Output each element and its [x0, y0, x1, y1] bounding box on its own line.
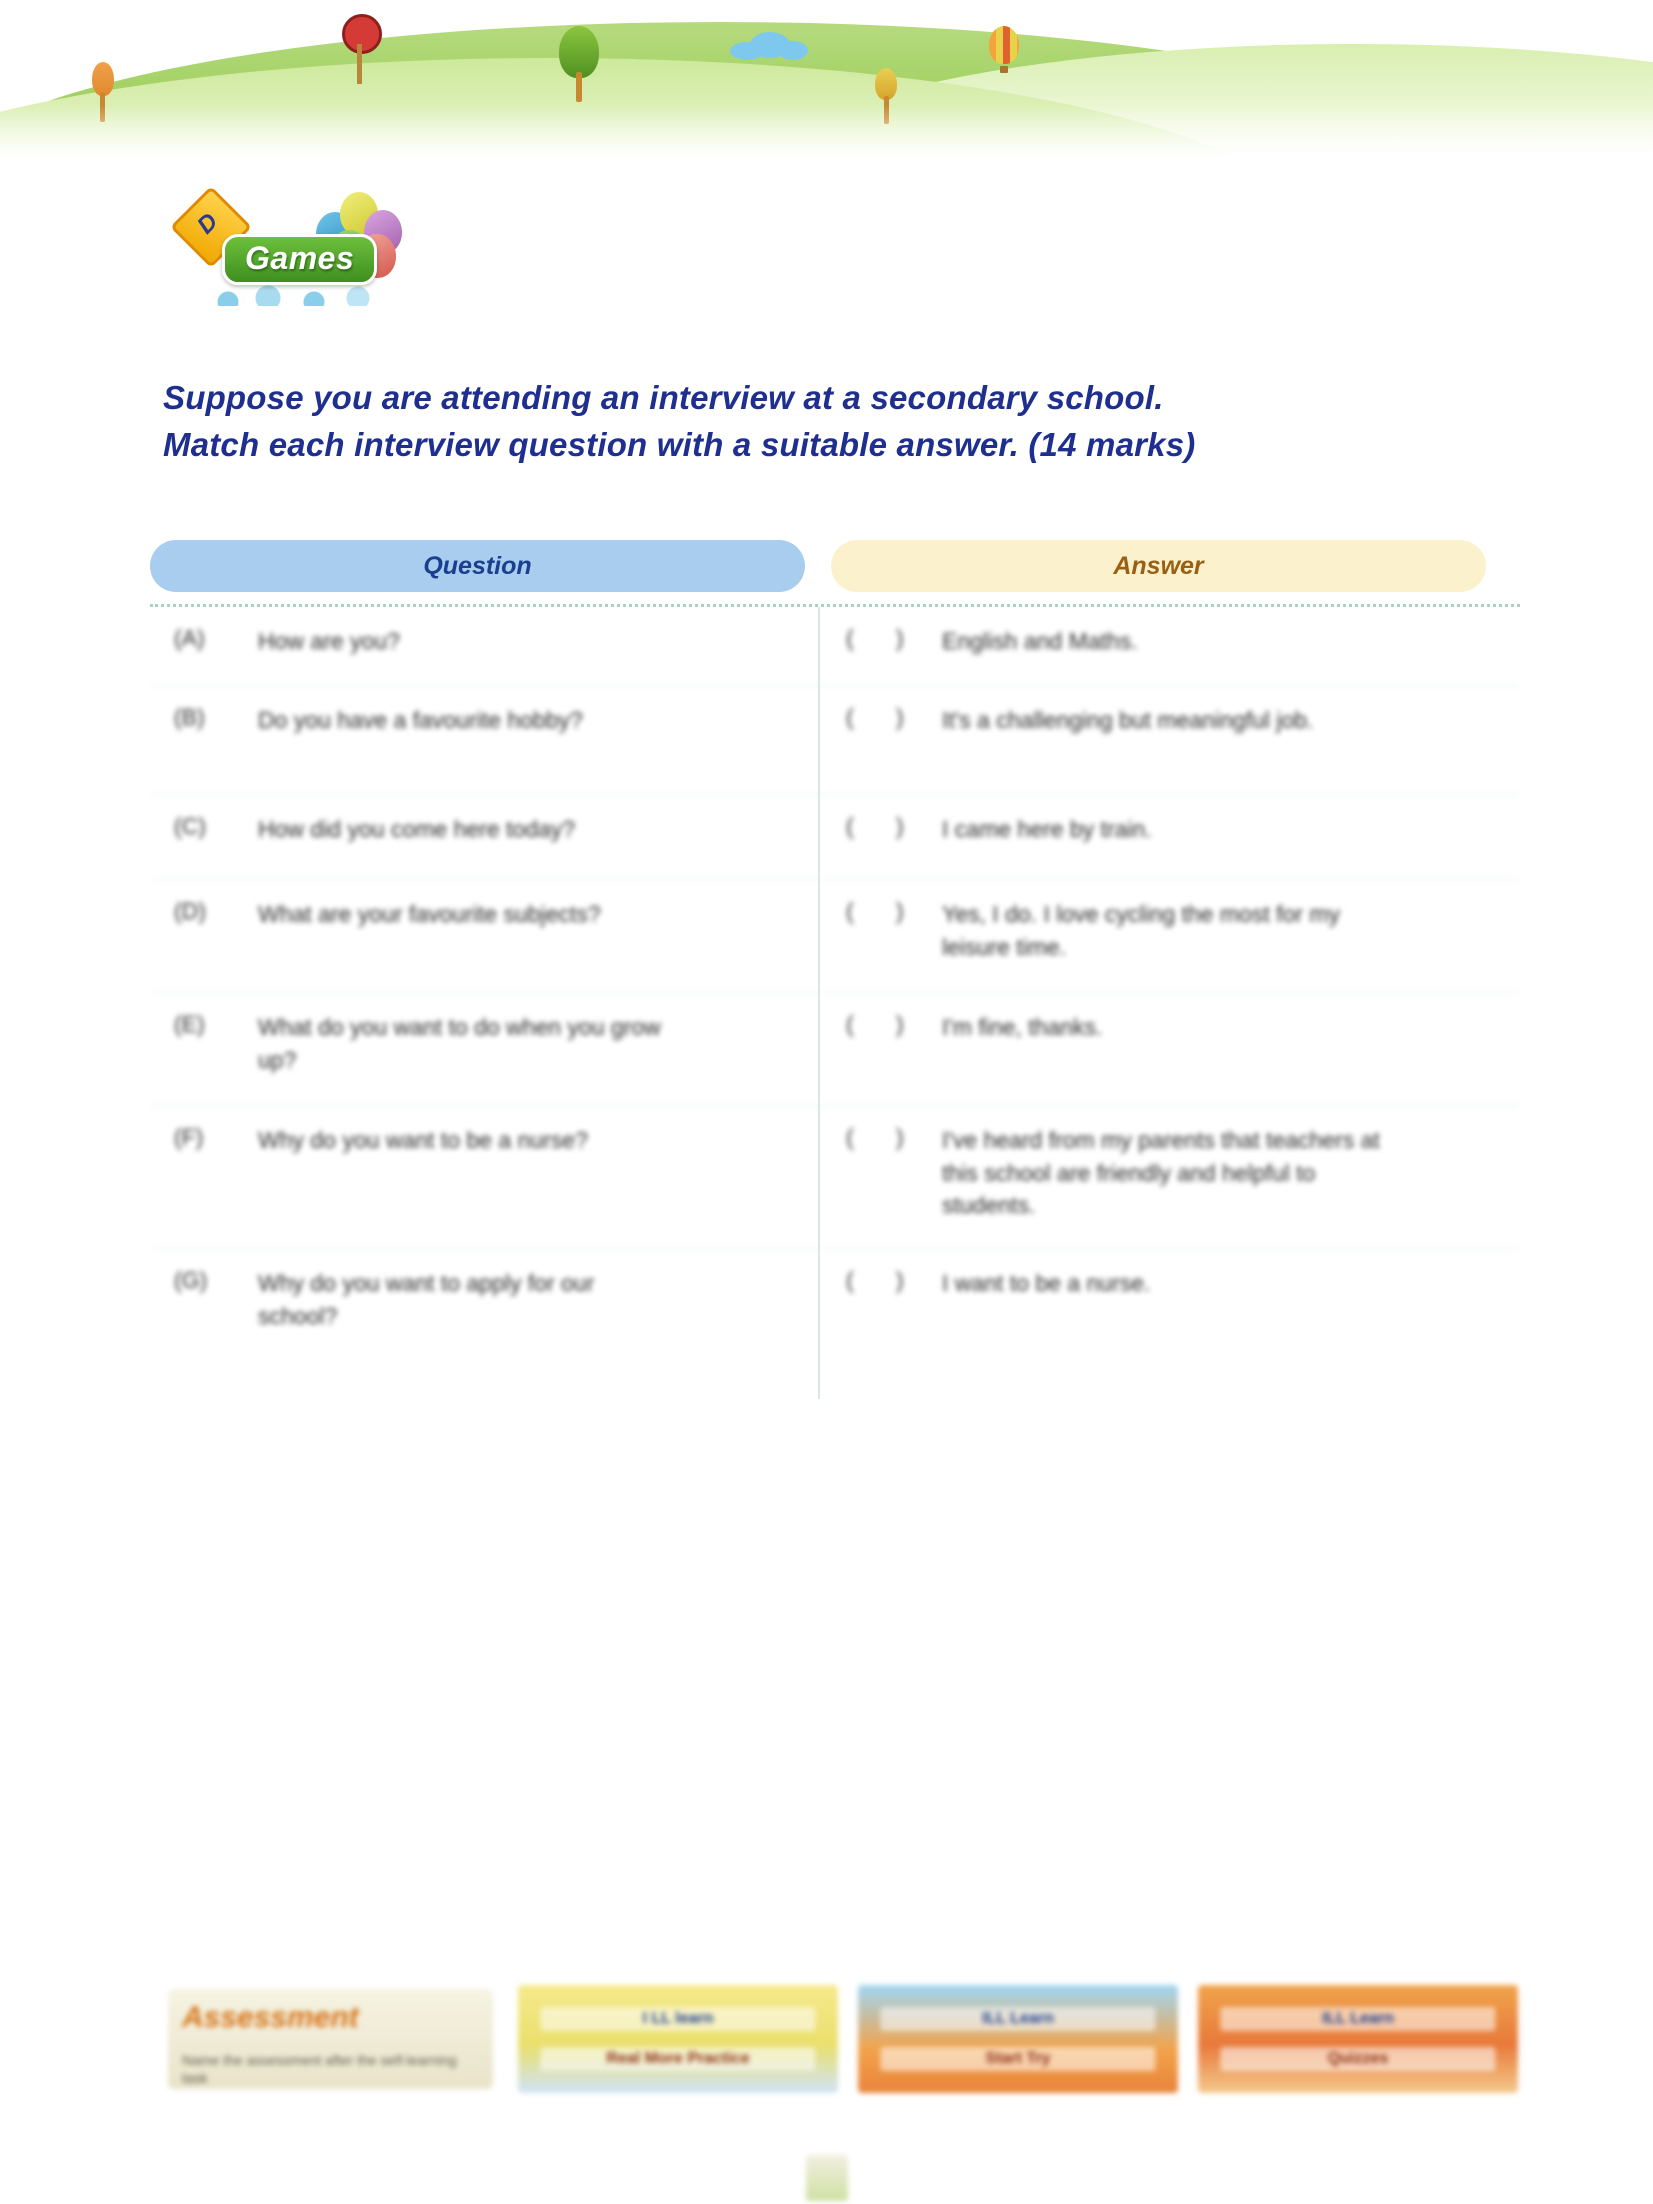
sign-icon [340, 14, 380, 84]
column-header-question: Question [150, 540, 805, 592]
footer-card-title: ILL Learn [1220, 2007, 1495, 2031]
table-row [150, 880, 1520, 993]
matching-table [150, 540, 1520, 1399]
answer-cell [818, 795, 1520, 879]
column-header-answer: Answer [831, 540, 1486, 592]
table-row [150, 1106, 1520, 1249]
question-text: How did you come here today? [258, 816, 576, 842]
footer-strip [168, 1975, 1518, 2110]
footer-card[interactable] [518, 1985, 838, 2093]
answer-cell [818, 607, 1520, 685]
answer-text: I'm fine, thanks. [942, 1014, 1103, 1040]
answer-bracket[interactable]: ( ) [846, 1011, 922, 1037]
question-label: (B) [174, 704, 205, 730]
hot-air-balloon-icon [986, 26, 1026, 84]
games-logo [170, 188, 430, 308]
footer-card-title: ILL Learn [880, 2007, 1155, 2031]
question-text: Why do you want to apply for our school? [258, 1270, 595, 1329]
question-text: What do you want to do when you grow up? [258, 1014, 661, 1073]
wave-decoration [210, 284, 400, 306]
answer-cell [818, 880, 1520, 992]
question-label: (F) [174, 1124, 204, 1150]
answer-text: English and Maths. [942, 628, 1138, 654]
question-label: (A) [174, 625, 205, 651]
answer-text: It's a challenging but meaningful job. [942, 707, 1314, 733]
question-text: Do you have a favourite hobby? [258, 707, 583, 733]
question-cell [150, 1249, 818, 1399]
answer-text: Yes, I do. I love cycling the most for my leisure time. [942, 901, 1340, 960]
answer-bracket[interactable]: ( ) [846, 1267, 922, 1293]
table-row [150, 607, 1520, 686]
instruction-line-2: Match each interview question with a suitable answer. (14 marks) [163, 425, 1196, 463]
question-text: How are you? [258, 628, 400, 654]
table-row [150, 993, 1520, 1106]
instruction-text [163, 375, 1503, 469]
question-text: What are your favourite subjects? [258, 901, 601, 927]
question-cell [150, 607, 818, 685]
table-row [150, 686, 1520, 795]
footer-card-subtitle: Start Try [880, 2047, 1155, 2071]
answer-cell [818, 1106, 1520, 1248]
question-cell [150, 686, 818, 794]
answer-cell [818, 993, 1520, 1105]
answer-bracket[interactable]: ( ) [846, 704, 922, 730]
answer-text: I want to be a nurse. [942, 1270, 1151, 1296]
answer-bracket[interactable]: ( ) [846, 813, 922, 839]
footer-card[interactable] [858, 1985, 1178, 2093]
question-cell [150, 795, 818, 879]
assessment-subtitle: Name the assessment after the self-learning task [182, 2052, 457, 2087]
table-row [150, 795, 1520, 880]
question-cell [150, 1106, 818, 1248]
question-label: (E) [174, 1011, 205, 1037]
question-label: (C) [174, 813, 206, 839]
answer-cell [818, 1249, 1520, 1399]
answer-text: I came here by train. [942, 816, 1152, 842]
table-body [150, 607, 1520, 1399]
question-label: (G) [174, 1267, 208, 1293]
question-cell [150, 993, 818, 1105]
table-row [150, 1249, 1520, 1399]
footer-thumbnail [806, 2155, 848, 2201]
question-cell [150, 880, 818, 992]
answer-bracket[interactable]: ( ) [846, 898, 922, 924]
answer-bracket[interactable]: ( ) [846, 1124, 922, 1150]
assessment-banner [168, 1989, 493, 2089]
question-text: Why do you want to be a nurse? [258, 1127, 588, 1153]
instruction-line-1: Suppose you are attending an interview at a secondary school. [163, 379, 1164, 416]
table-header-row [150, 540, 1520, 592]
footer-card[interactable] [1198, 1985, 1518, 2093]
diamond-letter: D [191, 207, 224, 240]
footer-card-subtitle: Quizzes [1220, 2047, 1495, 2071]
footer-card-title: I LL learn [540, 2007, 815, 2031]
answer-cell [818, 686, 1520, 794]
tree-center-icon [556, 26, 602, 102]
answer-text: I've heard from my parents that teachers at this school are friendly and helpful to students. [942, 1127, 1380, 1219]
answer-bracket[interactable]: ( ) [846, 625, 922, 651]
decorative-banner [0, 0, 1653, 175]
games-title: Games [222, 234, 377, 285]
question-label: (D) [174, 898, 206, 924]
banner-fade [0, 105, 1653, 175]
assessment-title: Assessment [182, 2001, 359, 2034]
footer-card-subtitle: Real More Practice [540, 2047, 815, 2071]
cloud-icon [730, 32, 810, 60]
